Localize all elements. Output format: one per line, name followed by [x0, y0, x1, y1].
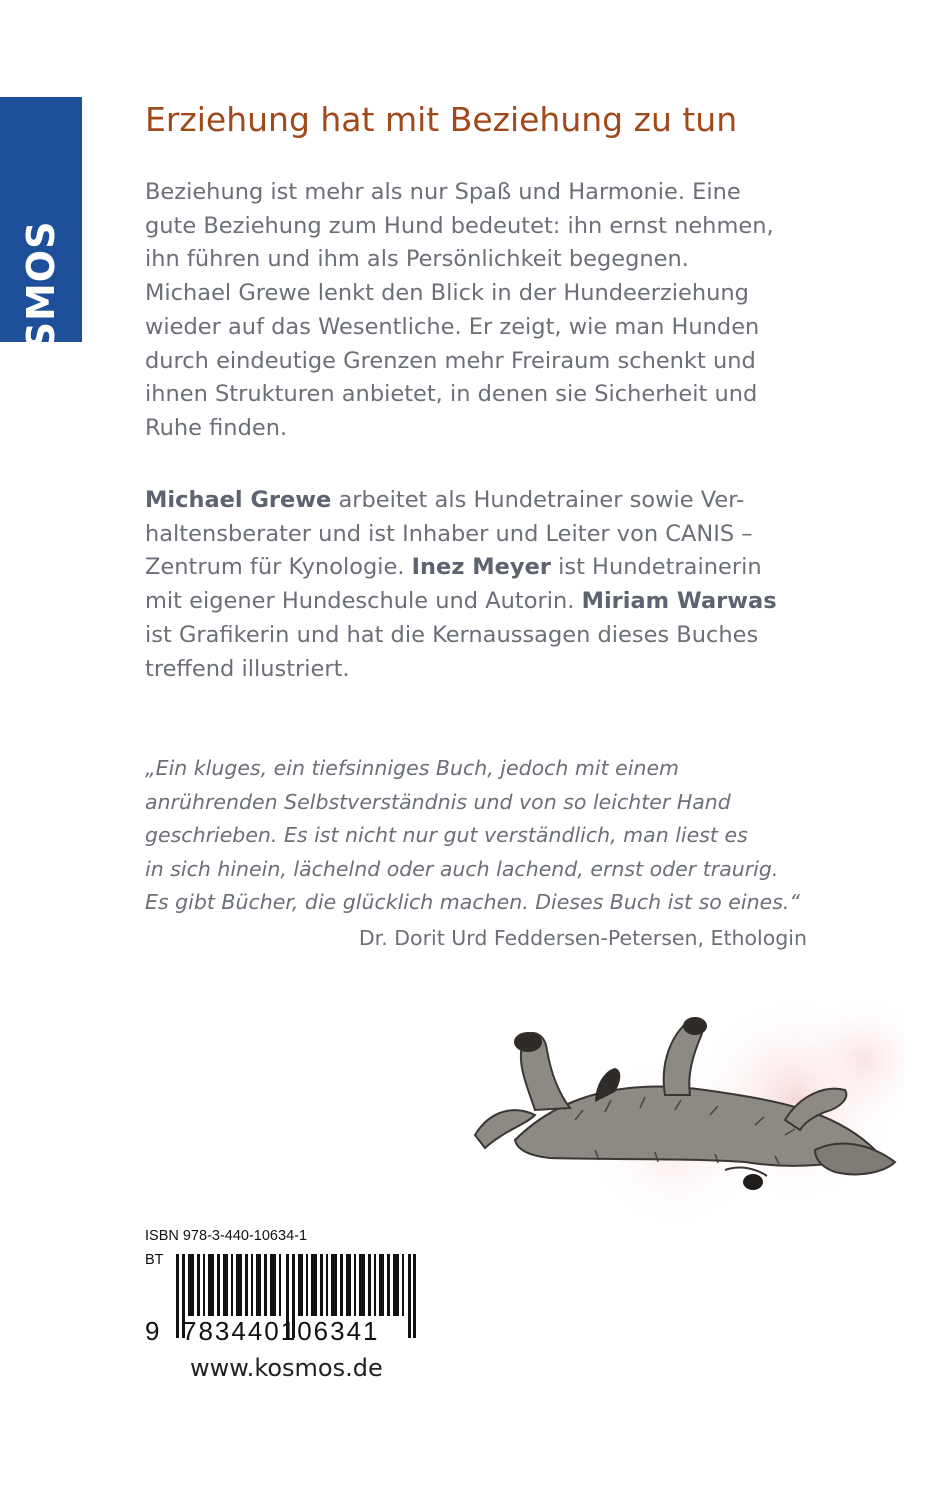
authors-line: ist Grafikerin und hat die Kernaussagen dieses Buches: [145, 621, 759, 648]
authors-text: Zentrum für Kynologie.: [145, 554, 412, 581]
authors-line: treffend illustriert.: [145, 655, 350, 682]
authors-text: ist Hundetrainerin: [550, 554, 762, 581]
description-line: ihn führen und ihm als Persönlichkeit begegnen.: [145, 246, 689, 273]
author-name-miriam-warwas: Miriam Warwas: [581, 588, 777, 615]
quote-line: in sich hinein, lächelnd oder auch lachend, ernst oder traurig.: [145, 856, 779, 881]
barcode-first-digit: 9: [145, 1316, 160, 1346]
dog-rolling-on-back-illustration: [455, 990, 905, 1235]
description-line: Ruhe finden.: [145, 414, 288, 441]
quote-line: Es gibt Bücher, die glücklich machen. Dieses Buch ist so eines.“: [145, 890, 801, 914]
description-line: ihnen Strukturen anbietet, in denen sie Sicherheit und: [145, 381, 758, 408]
description-line: wieder auf das Wesentliche. Er zeigt, wie man Hunden: [145, 313, 760, 340]
authors-line: [145, 484, 825, 518]
book-tagline-title: Erziehung hat mit Beziehung zu tun: [145, 100, 738, 139]
authors-paragraph: [145, 484, 825, 686]
isbn-label: ISBN 978-3-440-10634-1: [145, 1228, 308, 1244]
review-quote: [145, 752, 800, 920]
authors-text: mit eigener Hundeschule und Autorin.: [145, 588, 582, 615]
publisher-website[interactable]: www.kosmos.de: [190, 1354, 383, 1382]
author-name-michael-grewe: Michael Grewe: [145, 487, 332, 513]
author-name-inez-meyer: Inez Meyer: [411, 554, 551, 581]
authors-text: arbeitet als Hundetrainer sowie Ver-: [331, 487, 745, 513]
quote-attribution: Dr. Dorit Urd Feddersen-Petersen, Ethologin: [358, 926, 807, 950]
authors-line: [145, 551, 825, 585]
description-line: gute Beziehung zum Hund bedeutet: ihn ernst nehmen,: [145, 212, 774, 239]
quote-line: „Ein kluges, ein tiefsinniges Buch, jedoch mit einem: [145, 756, 680, 780]
quote-line: geschrieben. Es ist nicht nur gut verständlich, man liest es: [145, 823, 748, 847]
description-line: durch eindeutige Grenzen mehr Freiraum schenkt und: [145, 347, 756, 374]
kosmos-logo-tab: [0, 97, 82, 412]
description-line: Michael Grewe lenkt den Blick in der Hundeerziehung: [145, 280, 749, 307]
description-paragraph: [145, 176, 825, 446]
kosmos-logo-text: KOSMOS: [19, 220, 63, 412]
description-line: Beziehung ist mehr als nur Spaß und Harmonie. Eine: [145, 179, 741, 205]
barcode-digits: 783440106341: [182, 1316, 380, 1346]
authors-line: haltensberater und ist Inhaber und Leiter von CANIS –: [145, 520, 753, 547]
quote-line: anrührenden Selbstverständnis und von so leichter Hand: [145, 789, 731, 814]
bt-code: BT: [145, 1252, 164, 1268]
authors-line: [145, 585, 825, 619]
